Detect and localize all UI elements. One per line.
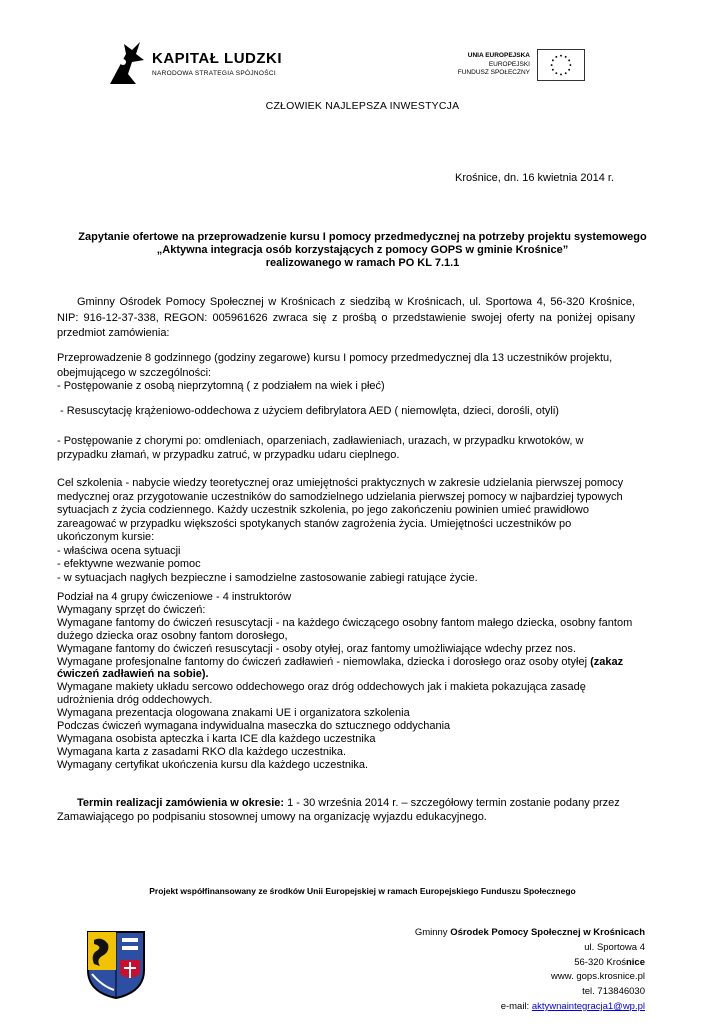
req-line7: Wymagana prezentacja ologowana znakami UE i organizatora szkolenia (57, 707, 410, 720)
email-line (415, 1000, 645, 1015)
goal-item: - efektywne wezwanie pomoc (57, 558, 201, 570)
req-line2: Wymagany sprzęt do ćwiczeń: (57, 603, 206, 616)
intro-paragraph: Gminny Ośrodek Pomocy Społecznej w Krośnicach z siedzibą w Krośnicach, ul. Sportowa 4, 56-320 Krośnice, NIP: 916-12-37-338, REGON: 005961626 zwraca się z prośbą o przedstawienie swojej oferty na poniżej opisany przedmiot zamówienia: (57, 296, 635, 339)
requirements-block (57, 591, 635, 772)
req-line6: Wymagane makiety układu sercowo oddechowego oraz dróg oddechowych jak i makieta pokazująca zasadę udrożnienia dróg oddechowych. (57, 681, 586, 707)
email-link[interactable]: aktywnaintegracja1@wp.pl (531, 1000, 645, 1012)
eu-line1: UNIA EUROPEJSKA (467, 52, 530, 59)
req-line3: Wymagane fantomy do ćwiczeń resuscytacji - na każdego ćwiczącego osobny fantom małego dziecka, osobny fantom dużego dziecka oraz osobny fantom dorosłego, (57, 616, 633, 642)
req-line10: Wymagana karta z zasadami RKO dla każdego uczestnika. (57, 745, 347, 758)
scope-line1: Przeprowadzenie 8 godzinnego (godziny zegarowe) kursu I pomocy przedmedycznej dla 13 uczestników projektu, (57, 352, 613, 364)
krosnice-crest-icon (86, 930, 146, 1000)
subject-line1: Zapytanie ofertowe na przeprowadzenie kursu I pomocy przedmedycznej na potrzeby projektu systemowego (78, 231, 647, 243)
scope-line3: - Postępowanie z osobą nieprzytomną ( z podziałem na wiek i płeć) (57, 380, 385, 392)
kapital-ludzki-subtitle: NARODOWA STRATEGIA SPÓJNOŚCI (152, 70, 276, 77)
goal-text: Cel szkolenia - nabycie wiedzy teoretycznej oraz umiejętności praktycznych w zakresie udzielania pierwszej pomocy medycznej oraz przygotowanie uczestników do samodzielnego udzielania pierwszej pomocy w najbardziej typowych sytuacjach z życia codziennego. Każdy uczestnik szkolenia, po jego zakończeniu powinien umieć prawidłowo zareagować w przypadku większości spotykanych stanów zagrożenia życia. Umiejętności uczestników po ukończonym kursie: (57, 477, 624, 543)
subject-line2: „Aktywna integracja osób korzystających z pomocy GOPS w gminie Krośnice” (156, 244, 569, 256)
goal-item: - w sytuacjach nagłych bezpieczne i samodzielne zastosowanie zabiegi ratujące życie. (57, 571, 478, 584)
req-line9: Wymagana osobista apteczka i karta ICE dla każdego uczestnika (57, 732, 376, 745)
letter-date: Krośnice, dn. 16 kwietnia 2014 r. (455, 172, 614, 184)
phone: tel. 713846030 (582, 986, 645, 998)
req-line8: Podczas ćwiczeń wymagana indywidualna maseczka do sztucznego oddychania (57, 720, 451, 733)
eu-line2: EUROPEJSKI (488, 60, 530, 68)
subject-heading (40, 231, 685, 270)
req-line5-bold: (zakaz ćwiczeń zadławień na sobie). (57, 655, 624, 681)
req-line4: Wymagane fantomy do ćwiczeń resuscytacji - osoby otyłej, oraz fantomy umożliwiające wdechy przez nos. (57, 642, 576, 655)
term-paragraph (57, 797, 635, 824)
req-line5-text: Wymagane profesjonalne fantomy do ćwiczeń zadławień - niemowlaka, dziecka i dorosłego oraz osoby otyłej (57, 655, 591, 668)
city-bold: nice (625, 956, 645, 968)
contact-block (415, 926, 645, 1015)
scope-line2: obejmującego w szczególności: (57, 367, 212, 379)
street: ul. Sportowa 4 (584, 941, 645, 953)
org-name (415, 926, 645, 941)
eu-text (455, 52, 530, 78)
website: www. gops.krosnice.pl (551, 971, 645, 983)
goal-item: - właściwa ocena sytuacji (57, 544, 181, 557)
scope-line5: - Postępowanie z chorymi po: omdleniach, oparzeniach, zadławieniach, urazach, w przypadku krwotoków, w przypadku złamań, w przypadku zatruć, w przypadku udaru cieplnego. (57, 435, 584, 461)
project-footer: Projekt współfinansowany ze środków Unii Europejskiej w ramach Europejskiego Funduszu Społecznego (149, 886, 576, 896)
req-line5 (57, 656, 635, 682)
eu-flag-icon (537, 49, 585, 81)
eu-line3: FUNDUSZ SPOŁECZNY (457, 69, 530, 76)
motto: CZŁOWIEK NAJLEPSZA INWESTYCJA (265, 100, 460, 112)
term-text: 1 - 30 września 2014 r. – szczegółowy termin zostanie podany przez Zamawiającego po podpisaniu stosownej umowy na organizację wyjazdu edukacyjnego. (57, 797, 620, 823)
req-line11: Wymagany certyfikat ukończenia kursu dla każdego uczestnika. (57, 758, 369, 771)
city (415, 956, 645, 971)
email-label: e-mail: (500, 1000, 532, 1012)
req-line1: Podział na 4 grupy ćwiczeniowe - 4 instruktorów (57, 591, 292, 603)
eu-logo (455, 49, 585, 83)
org-bold: Ośrodek Pomocy Społecznej w Krośnicach (450, 927, 645, 938)
kapital-ludzki-mark-icon (106, 40, 146, 88)
goal-paragraph (57, 477, 635, 585)
subject-line3: realizowanego w ramach PO KL 7.1.1 (265, 257, 460, 269)
org-prefix: Gminny (414, 927, 451, 938)
kapital-ludzki-logo (106, 40, 283, 90)
scope-line4: - Resuscytację krążeniowo-oddechowa z użyciem defibrylatora AED ( niemowlęta, dzieci, dorośli, otyli) (57, 405, 559, 417)
kapital-ludzki-title: KAPITAŁ LUDZKI (152, 50, 283, 67)
city-prefix: 56-320 Kroś (574, 956, 626, 968)
term-label: Termin realizacji zamówienia w okresie: (77, 797, 285, 809)
